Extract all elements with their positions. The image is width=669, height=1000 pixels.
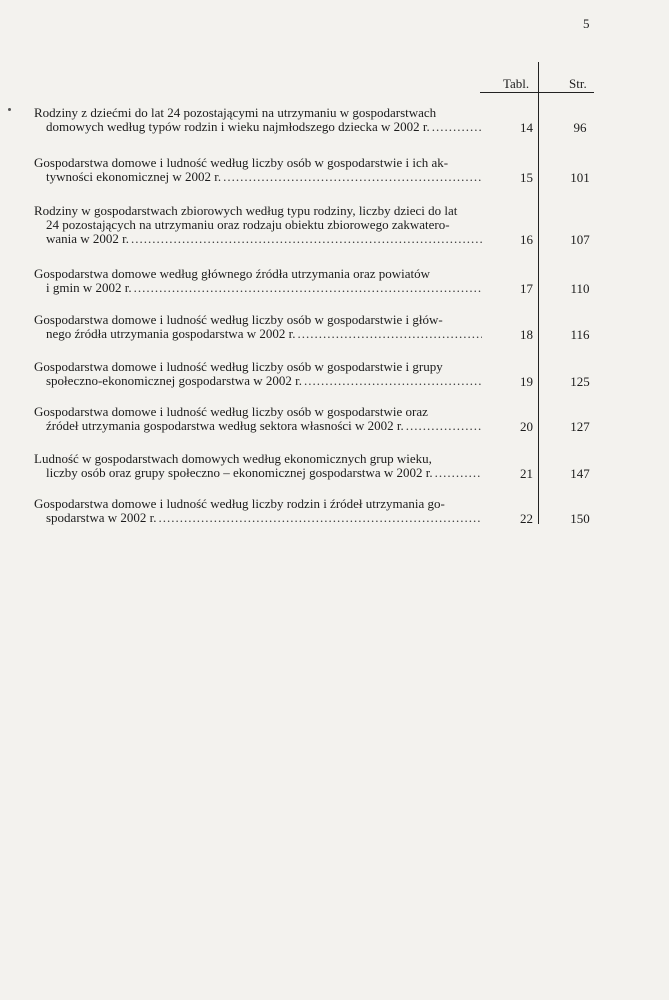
table-number: 21 xyxy=(520,466,533,481)
table-number: 14 xyxy=(520,120,533,135)
page-ref-number: 116 xyxy=(570,327,590,342)
toc-entry-line: spodarstwa w 2002 r. xyxy=(46,510,157,525)
page-ref-number: 101 xyxy=(570,170,590,185)
toc-entry-line: źródeł utrzymania gospodarstwa według sektora własności w 2002 r. xyxy=(46,418,404,433)
dot-leader xyxy=(159,511,483,525)
toc-entry[interactable] xyxy=(34,405,482,433)
page-ref-number: 127 xyxy=(570,419,590,434)
table-number: 20 xyxy=(520,419,533,434)
dot-leader xyxy=(432,120,482,134)
toc-entry-line: Rodziny w gospodarstwach zbiorowych według typu rodziny, liczby dzieci do lat xyxy=(34,203,458,218)
toc-entry-line: Gospodarstwa domowe i ludność według liczby rodzin i źródeł utrzymania go- xyxy=(34,496,445,511)
table-number: 16 xyxy=(520,232,533,247)
page-ref-number: 125 xyxy=(570,374,590,389)
toc-entry[interactable] xyxy=(34,204,482,246)
column-header-tabl: Tabl. xyxy=(503,76,530,91)
toc-entry-line: Gospodarstwa domowe i ludność według liczby osób w gospodarstwie i grupy xyxy=(34,359,443,374)
table-number: 18 xyxy=(520,327,533,342)
page-number: 5 xyxy=(583,16,590,31)
table-number: 19 xyxy=(520,374,533,389)
toc-entry-line: Rodziny z dziećmi do lat 24 pozostającymi na utrzymaniu w gospodarstwach xyxy=(34,105,437,120)
toc-entry-last-line xyxy=(34,232,482,246)
toc-entry[interactable] xyxy=(34,497,482,525)
toc-entry[interactable] xyxy=(34,360,482,388)
dot-leader xyxy=(134,281,482,295)
toc-entry-last-line xyxy=(34,281,482,295)
toc-entry-line: Gospodarstwa domowe i ludność według liczby osób w gospodarstwie i głów- xyxy=(34,312,443,327)
header-rule xyxy=(480,92,594,93)
margin-mark xyxy=(8,108,11,111)
page-ref-number: 107 xyxy=(570,232,590,247)
toc-entry[interactable] xyxy=(34,156,482,184)
dot-leader xyxy=(131,232,482,246)
toc-entry-line: Ludność w gospodarstwach domowych według ekonomicznych grup wieku, xyxy=(34,451,432,466)
toc-entry-line: społeczno-ekonomicznej gospodarstwa w 2002 r. xyxy=(46,373,302,388)
page-ref-number: 110 xyxy=(570,281,590,296)
toc-entry-last-line xyxy=(34,327,482,341)
table-number: 15 xyxy=(520,170,533,185)
toc-entry[interactable] xyxy=(34,267,482,295)
toc-entry-line: Gospodarstwa domowe według głównego źródła utrzymania oraz powiatów xyxy=(34,266,431,281)
toc-entry-line: Gospodarstwa domowe i ludność według liczby osób w gospodarstwie oraz xyxy=(34,404,428,419)
column-divider xyxy=(538,62,539,524)
toc-entry-line: wania w 2002 r. xyxy=(46,231,130,246)
toc-entry-line: 24 pozostających na utrzymaniu oraz rodzaju obiektu zbiorowego zakwatero- xyxy=(46,217,450,232)
toc-entry-last-line xyxy=(34,170,482,184)
page-ref-number: 147 xyxy=(570,466,590,481)
toc-entry-last-line xyxy=(34,374,482,388)
dot-leader xyxy=(297,327,482,341)
toc-entry[interactable] xyxy=(34,106,482,134)
table-number: 17 xyxy=(520,281,533,296)
table-number: 22 xyxy=(520,511,533,526)
dot-leader xyxy=(435,466,482,480)
toc-entry-last-line xyxy=(34,511,482,525)
toc-entry-last-line xyxy=(34,120,482,134)
column-header-str: Str. xyxy=(569,76,587,91)
toc-entry-last-line xyxy=(34,419,482,433)
page-ref-number: 150 xyxy=(570,511,590,526)
toc-entry[interactable] xyxy=(34,313,482,341)
dot-leader xyxy=(304,374,482,388)
toc-entry-line: domowych według typów rodzin i wieku najmłodszego dziecka w 2002 r. xyxy=(46,119,430,134)
toc-entry[interactable] xyxy=(34,452,482,480)
toc-entry-line: tywności ekonomicznej w 2002 r. xyxy=(46,169,222,184)
dot-leader xyxy=(223,170,482,184)
toc-entry-line: nego źródła utrzymania gospodarstwa w 2002 r. xyxy=(46,326,296,341)
toc-entry-last-line xyxy=(34,466,482,480)
toc-entry-line: liczby osób oraz grupy społeczno – ekonomicznej gospodarstwa w 2002 r. xyxy=(46,465,433,480)
page-ref-number: 96 xyxy=(573,120,587,135)
toc-entry-line: Gospodarstwa domowe i ludność według liczby osób w gospodarstwie i ich ak- xyxy=(34,155,449,170)
dot-leader xyxy=(406,419,482,433)
toc-entry-line: i gmin w 2002 r. xyxy=(46,280,132,295)
